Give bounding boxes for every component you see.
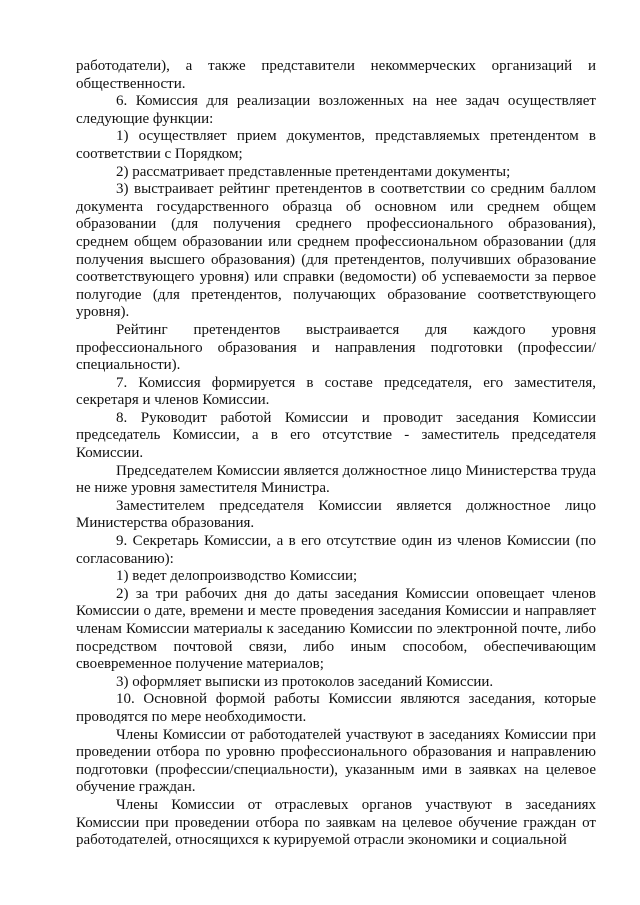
paragraph-function-2: 2) рассматривает представленные претендентами документы; bbox=[116, 163, 511, 180]
paragraph-employer-members: Члены Комиссии от работодателей участвуют в заседаниях Комиссии при проведении отбора по уровню профессионального образования и направлению подготовки (профессии/специальности), указанным ими в заявках на целевое обучение граждан. bbox=[76, 726, 596, 796]
paragraph-function-1: 1) осуществляет прием документов, представляемых претендентом в соответствии с Порядком; bbox=[76, 128, 596, 162]
paragraph-item-8: 8. Руководит работой Комиссии и проводит заседания Комиссии председатель Комиссии, а в его отсутствие - заместитель председателя Комиссии. bbox=[76, 409, 596, 462]
paragraph-deputy-chairman: Заместителем председателя Комиссии является должностное лицо Министерства образования. bbox=[76, 497, 596, 532]
paragraph-secretary-1: 1) ведет делопроизводство Комиссии; bbox=[116, 568, 358, 585]
paragraph-item-6: 6. Комиссия для реализации возложенных на нее задач осуществляет следующие функции: bbox=[76, 93, 596, 127]
paragraph-chairman: Председателем Комиссии является должностное лицо Министерства труда не ниже уровня заместителя Министра. bbox=[76, 462, 596, 497]
paragraph-secretary-2: 2) за три рабочих дня до даты заседания Комиссии оповещает членов Комиссии о дате, времени и месте проведения заседания Комиссии и направляет членам Комиссии материалы к заседанию Комиссии по электронной почте, либо посредством почтовой связи, либо иным способом, обеспечивающим своевременное получение материалов; bbox=[76, 585, 596, 673]
paragraph-sector-members: Члены Комиссии от отраслевых органов участвуют в заседаниях Комиссии при проведении отбора по заявкам на целевое обучение граждан от работодателей, относящихся к курируемой отрасли экономики и социальной bbox=[76, 796, 596, 849]
paragraph-employers-ngo: работодатели), а также представители некоммерческих организаций и общественности. bbox=[76, 58, 596, 92]
paragraph-function-3: 3) выстраивает рейтинг претендентов в соответствии со средним баллом документа государственного образца об основном или среднем общем образовании (для получения среднего профессионального образования), среднем общем образовании или среднем профессиональном образовании (для получения высшего образования) (для претендентов, получивших образование соответствующего уровня) или справки (ведомости) об успеваемости за первое полугодие (для претендентов, получающих образование соответствующего уровня). bbox=[76, 181, 596, 321]
paragraph-rating: Рейтинг претендентов выстраивается для каждого уровня профессионального образования и направления подготовки (профессии/специальности). bbox=[76, 321, 596, 374]
paragraph-item-9: 9. Секретарь Комиссии, а в его отсутствие один из членов Комиссии (по согласованию): bbox=[76, 533, 596, 567]
document-page bbox=[76, 58, 596, 850]
paragraph-item-7: 7. Комиссия формируется в составе председателя, его заместителя, секретаря и членов Комиссии. bbox=[76, 374, 596, 409]
paragraph-secretary-3: 3) оформляет выписки из протоколов заседаний Комиссии. bbox=[116, 673, 494, 690]
paragraph-item-10: 10. Основной формой работы Комиссии являются заседания, которые проводятся по мере необходимости. bbox=[76, 691, 596, 725]
